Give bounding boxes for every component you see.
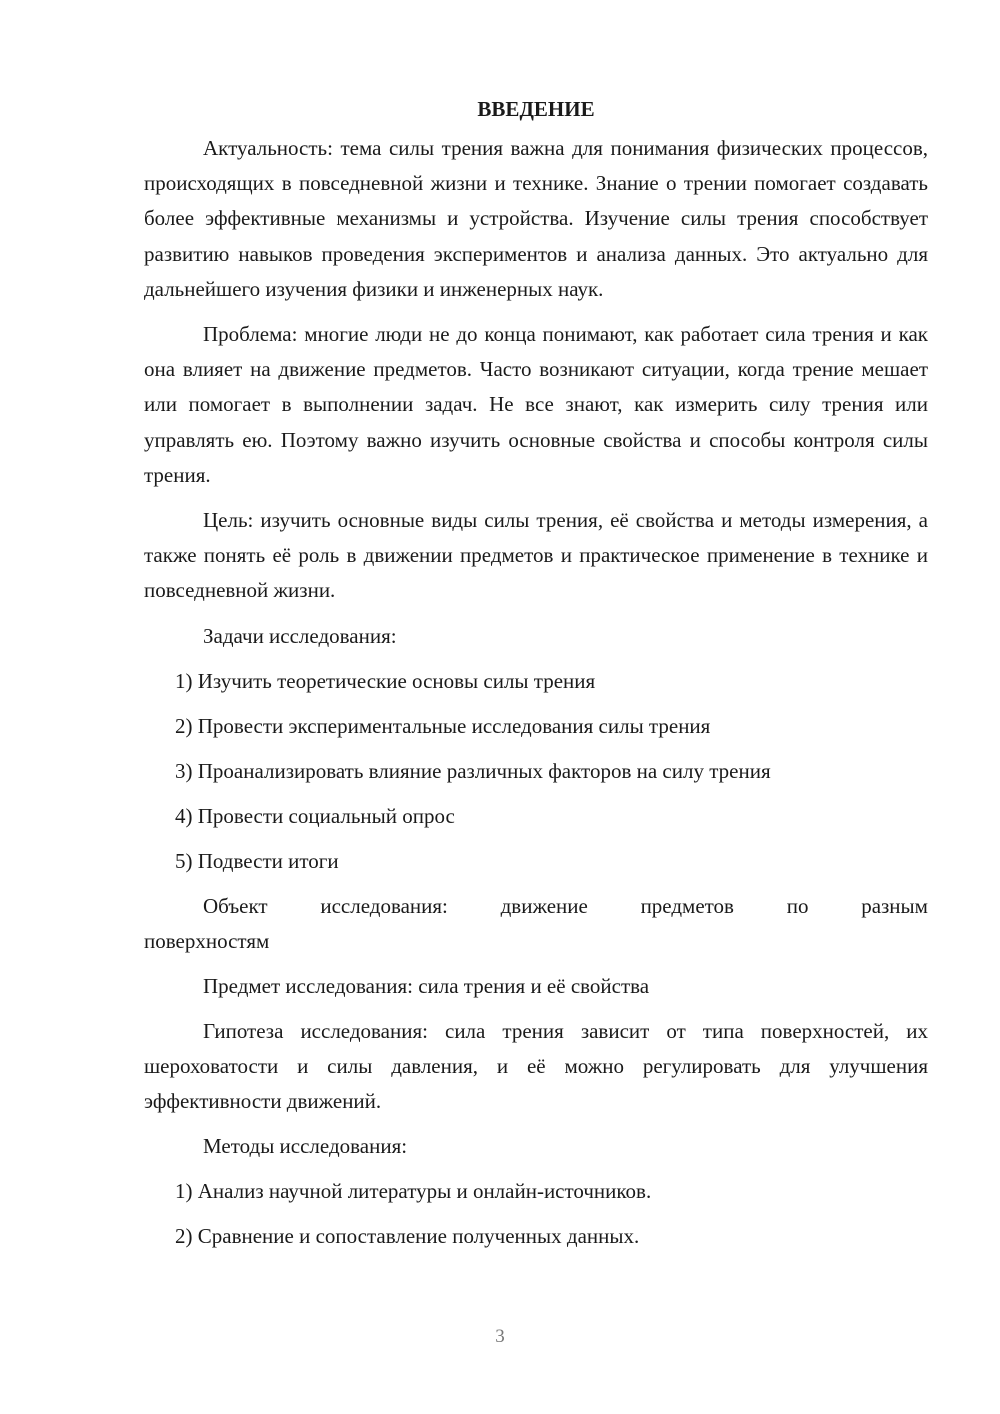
object-word: предметов bbox=[640, 893, 734, 918]
relevance-paragraph: Актуальность: тема силы трения важна для понимания физических процессов, происходящих в повседневной жизни и технике. Знание о трении помогает создавать более эффективные механизмы и устройства. Изучение силы трения способствует развитию навыков проведения экспериментов и анализа данных. Это актуально для дальнейшего изучения физики и инженерных наук. bbox=[144, 136, 928, 301]
task-item-5: 5) Подвести итоги bbox=[175, 848, 339, 873]
document-page bbox=[144, 92, 928, 1264]
goal-paragraph: Цель: изучить основные виды силы трения, её свойства и методы измерения, а также понять её роль в движении предметов и практическое применение в технике и повседневной жизни. bbox=[144, 508, 928, 603]
task-item-1: 1) Изучить теоретические основы силы трения bbox=[175, 668, 596, 693]
task-item-2: 2) Провести экспериментальные исследования силы трения bbox=[175, 713, 711, 738]
task-item-3: 3) Проанализировать влияние различных факторов на силу трения bbox=[175, 758, 771, 783]
object-word: Объект bbox=[203, 893, 268, 918]
methods-label: Методы исследования: bbox=[203, 1134, 408, 1159]
object-word: исследования: bbox=[320, 893, 448, 918]
section-heading: ВВЕДЕНИЕ bbox=[477, 97, 595, 121]
object-word: движение bbox=[500, 893, 588, 918]
object-word: по bbox=[786, 893, 809, 918]
subject-line: Предмет исследования: сила трения и её свойства bbox=[203, 973, 650, 998]
object-line bbox=[144, 889, 928, 924]
task-item-4: 4) Провести социальный опрос bbox=[175, 803, 455, 828]
method-item-2: 2) Сравнение и сопоставление полученных данных. bbox=[175, 1224, 640, 1249]
tasks-label: Задачи исследования: bbox=[203, 623, 397, 648]
problem-paragraph: Проблема: многие люди не до конца понимают, как работает сила трения и как она влияет на движение предметов. Часто возникают ситуации, когда трение мешает или помогает в выполнении задач. Не все знают, как измерить силу трения или управлять ею. Поэтому важно изучить основные свойства и способы контроля силы трения. bbox=[144, 322, 928, 487]
hypothesis-paragraph: Гипотеза исследования: сила трения зависит от типа поверхностей, их шероховатости и силы давления, и её можно регулировать для улучшения эффективности движений. bbox=[144, 1018, 928, 1114]
object-continuation: поверхностям bbox=[144, 928, 270, 953]
object-word: разным bbox=[861, 893, 928, 918]
page-number: 3 bbox=[495, 1326, 505, 1347]
method-item-1: 1) Анализ научной литературы и онлайн-источников. bbox=[175, 1179, 652, 1204]
